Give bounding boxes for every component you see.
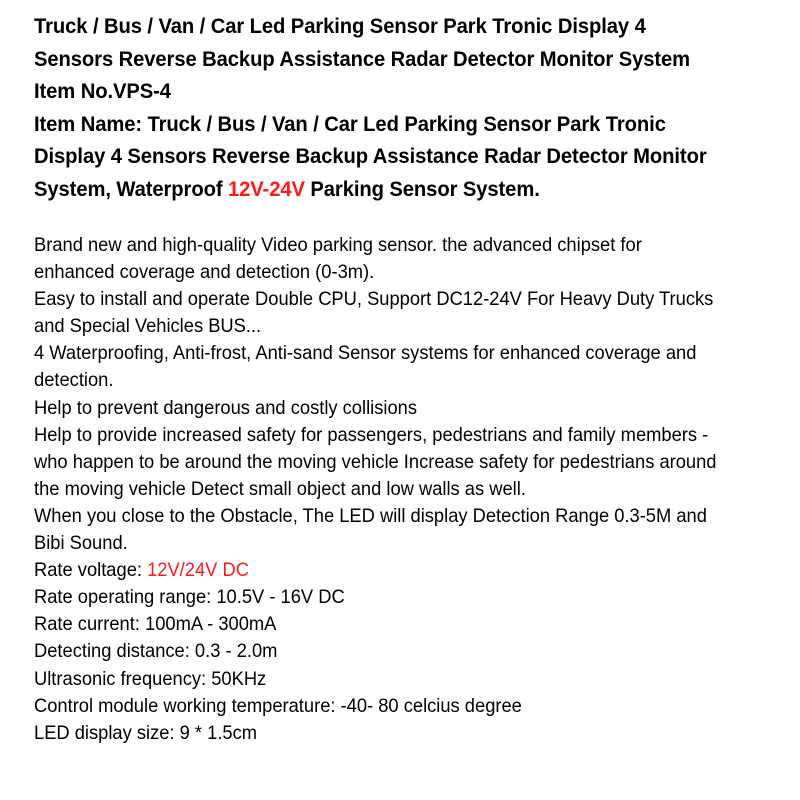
description-line: enhanced coverage and detection (0-3m). (34, 262, 375, 284)
spec-rate-voltage-value: 12V/24V DC (147, 560, 249, 582)
voltage-highlight: 12V-24V (227, 176, 305, 201)
item-number: Item No.VPS-4 (34, 79, 171, 103)
description-line: detection. (34, 370, 114, 392)
description-line: Easy to install and operate Double CPU, Support DC12-24V For Heavy Duty Trucks (34, 289, 714, 311)
item-name-line-2: Display 4 Sensors Reverse Backup Assistance Radar Detector Monitor (34, 144, 707, 168)
spec-rate-current: Rate current: 100mA - 300mA (34, 614, 277, 636)
product-heading (34, 10, 777, 205)
spec-module-temperature: Control module working temperature: -40- 80 celcius degree (34, 695, 522, 717)
product-title-line-1: Truck / Bus / Van / Car Led Parking Sensor Park Tronic Display 4 (34, 14, 646, 38)
description-line: Brand new and high-quality Video parking sensor. the advanced chipset for (34, 235, 642, 256)
spec-ultrasonic-frequency: Ultrasonic frequency: 50KHz (34, 668, 267, 690)
description-line: Help to prevent dangerous and costly collisions (34, 397, 417, 419)
description-line: who happen to be around the moving vehicle Increase safety for pedestrians around (34, 451, 717, 473)
spec-led-display-size: LED display size: 9 * 1.5cm (34, 722, 258, 744)
spec-detecting-distance: Detecting distance: 0.3 - 2.0m (34, 641, 278, 663)
spec-operating-range: Rate operating range: 10.5V - 16V DC (34, 587, 345, 609)
item-name-line-3 (34, 173, 777, 206)
description-body (34, 232, 788, 747)
spec-rate-voltage (34, 557, 788, 584)
description-line: Help to provide increased safety for passengers, pedestrians and family members - (34, 424, 709, 446)
product-title-line-2: Sensors Reverse Backup Assistance Radar Detector Monitor System (34, 46, 691, 71)
item-name-prefix: System, Waterproof (34, 176, 228, 201)
description-line: Bibi Sound. (34, 533, 128, 555)
description-line: and Special Vehicles BUS... (34, 316, 262, 338)
description-line: the moving vehicle Detect small object and low walls as well. (34, 478, 526, 500)
description-line: 4 Waterproofing, Anti-frost, Anti-sand Sensor systems for enhanced coverage and (34, 343, 697, 365)
item-name-line-1: Item Name: Truck / Bus / Van / Car Led Parking Sensor Park Tronic (34, 111, 666, 136)
product-description (34, 10, 794, 744)
description-line: When you close to the Obstacle, The LED will display Detection Range 0.3-5M and (34, 505, 707, 527)
spec-rate-voltage-label: Rate voltage: (34, 560, 148, 582)
item-name-suffix: Parking Sensor System. (304, 176, 540, 201)
